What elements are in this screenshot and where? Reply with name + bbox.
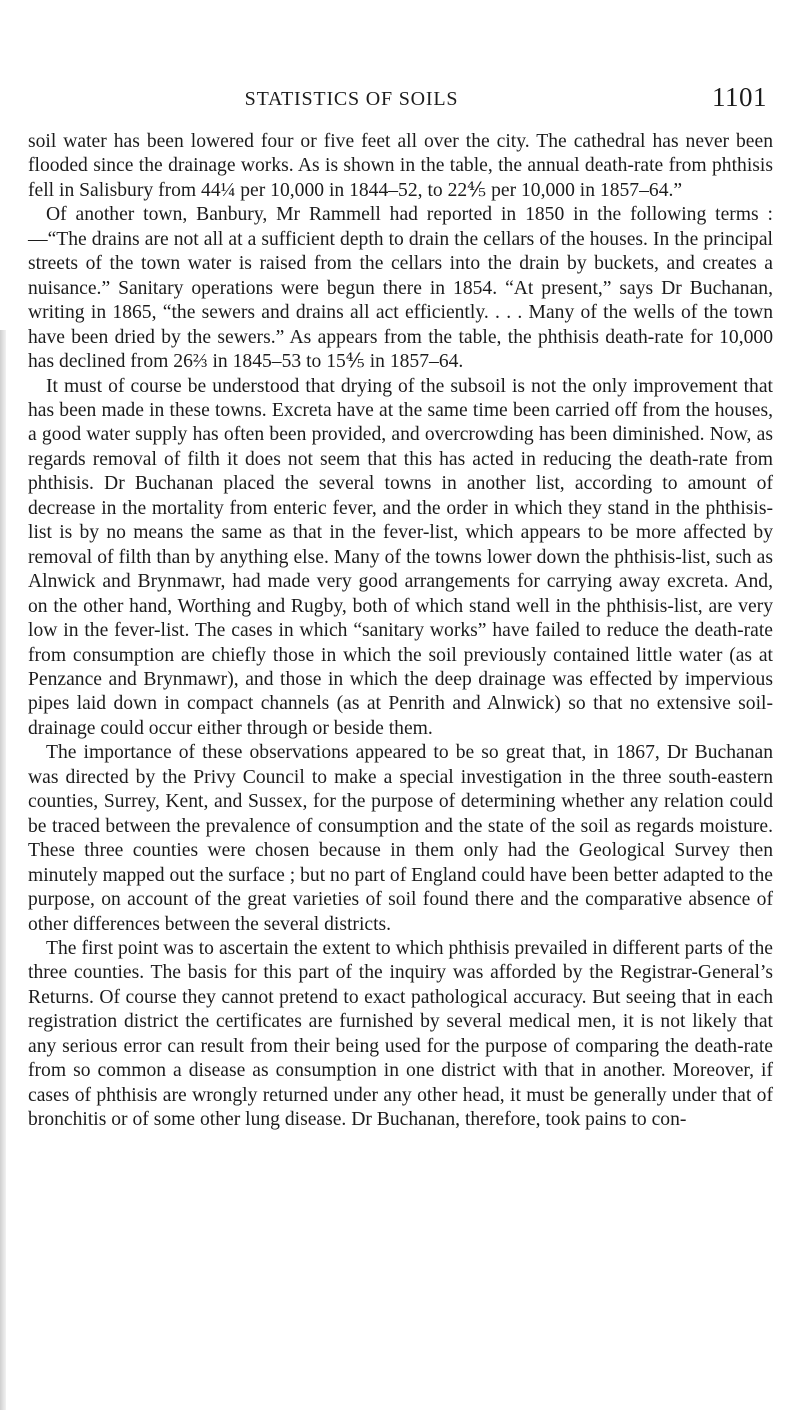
paragraph: It must of course be understood that drying of the subsoil is not the only improvement that has been made in these towns. Excreta have at the same time been carried off from the houses, a good water supply has often been provided, and overcrowding has been diminished. Now, as regards removal of filth it does not seem that this has acted in reducing the death-rate from phthisis. Dr Buchanan placed the several towns in another list, according to amount of decrease in the mortality from enteric fever, and the order in which they stand in the phthisis-list is by no means the same as that in the fever-list, which appears to be more affected by removal of filth than by anything else. Many of the towns lower down the phthisis-list, such as Alnwick and Brynmawr, had made very good arrangements for carrying away excreta. And, on the other hand, Worthing and Rugby, both of which stand well in the phthisis-list, are very low in the fever-list. The cases in which “sanitary works” have failed to reduce the death-rate from consumption are chiefly those in which the soil previously contained little water (as at Penzance and Brynmawr), and those in which the deep drainage was effected by impervious pipes laid down in compact channels (as at Penrith and Alnwick) so that no extensive soil-drainage could occur either through or beside them.: [28, 375, 773, 739]
paragraph: The first point was to ascertain the extent to which phthisis prevailed in different parts of the three counties. The basis for this part of the inquiry was afforded by the Registrar-General’s Returns. Of course they cannot pretend to exact pathological accuracy. But seeing that in each registration district the certificates are furnished by several medical men, it is not likely that any serious error can result from their being used for the purpose of comparing the death-rate from so common a disease as consumption in one district with that in another. Moreover, if cases of phthisis are wrongly returned under any other head, it must be generally under that of bronchitis or of some other lung disease. Dr Buchanan, therefore, took pains to con-: [28, 937, 773, 1131]
page-number: 1101: [712, 82, 767, 112]
paragraph: Of another town, Banbury, Mr Rammell had reported in 1850 in the following terms :—“The drains are not all at a sufficient depth to drain the cellars of the houses. In the principal streets of the town water is raised from the cellars into the drain by buckets, and creates a nuisance.” Sanitary operations were begun there in 1854. “At present,” says Dr Buchanan, writing in 1865, “the sewers and drains all act efficiently. . . . Many of the wells of the town have been dried by the sewers.” As appears from the table, the phthisis death-rate for 10,000 has declined from 26⅔ in 1845–53 to 15⅘ in 1857–64.: [28, 204, 773, 373]
page-header: [28, 0, 773, 130]
running-head: STATISTICS OF SOILS: [244, 88, 459, 110]
book-page: [28, 0, 773, 1133]
paragraph: The importance of these observations appeared to be so great that, in 1867, Dr Buchanan was directed by the Privy Council to make a special investigation in the three south-eastern counties, Surrey, Kent, and Sussex, for the purpose of determining whether any relation could be traced between the prevalence of consumption and the state of the soil as regards moisture. These three counties were chosen because in them only had the Geological Survey then minutely mapped out the surface ; but no part of England could have been better adapted to the purpose, on account of the great varieties of soil found there and the comparative absence of other differences between the several districts.: [28, 742, 773, 935]
body-text: [28, 130, 773, 1133]
page-edge-shadow: [0, 330, 6, 1410]
paragraph: soil water has been lowered four or five feet all over the city. The cathedral has never been flooded since the drainage works. As is shown in the table, the annual death-rate from phthisis fell in Salisbury from 44¼ per 10,000 in 1844–52, to 22⅘ per 10,000 in 1857–64.”: [28, 131, 773, 201]
